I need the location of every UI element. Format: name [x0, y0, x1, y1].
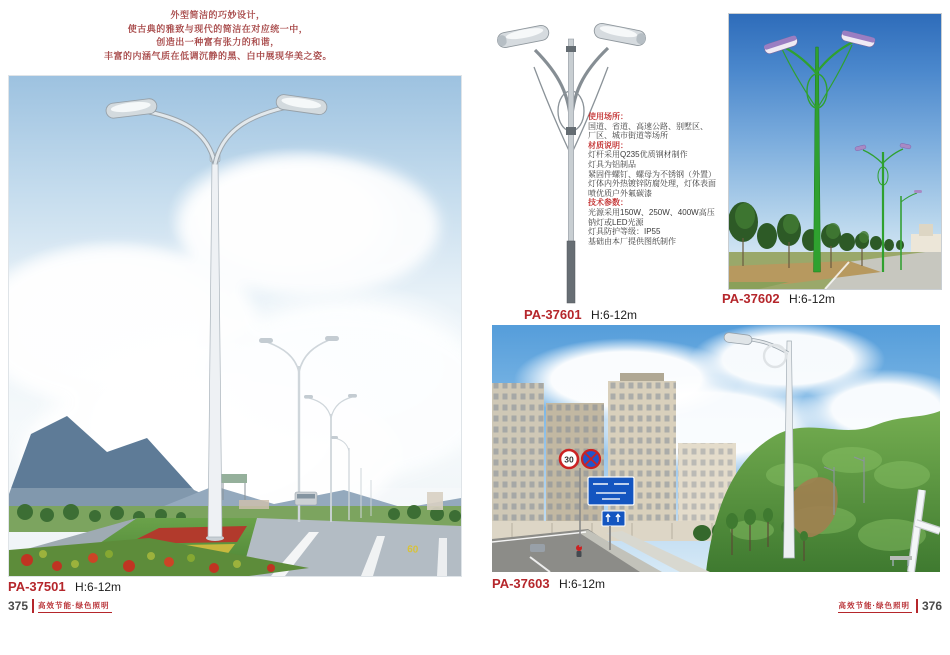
spec-line: 光源采用150W、250W、400W高压 — [588, 207, 715, 217]
product-code: PA-37601 — [524, 307, 582, 322]
photo-city-scene — [492, 325, 940, 572]
city-scene-illustration — [492, 325, 940, 572]
green-lamps-illustration — [729, 14, 941, 289]
spec-line: 灯具为铝制品 — [588, 159, 636, 169]
page-number-left: 375 — [8, 599, 29, 613]
spec-line: 灯体内外热镀锌防腐处理，灯体表面 — [588, 179, 716, 189]
page-number-right: 376 — [921, 599, 942, 613]
intro-line: 使古典的雅致与现代的简洁在对应统一中， — [127, 23, 309, 34]
product-height: H:6-12m — [559, 577, 606, 591]
intro-line: 外型简洁的巧妙设计， — [170, 10, 266, 20]
photo-green-lamps-scene — [728, 13, 942, 290]
footer-left — [8, 599, 112, 613]
footer-right — [838, 599, 942, 613]
spec-line: 灯具防护等级：IP55 — [588, 227, 661, 237]
spec-text-block — [588, 112, 718, 246]
product-label-pa37601 — [524, 306, 637, 324]
svg-text:60: 60 — [406, 544, 419, 556]
spec-tech-title: 技术参数： — [588, 198, 628, 208]
intro-line: 丰富的内涵气质在低调沉静的黑、白中展现华美之姿。 — [103, 50, 332, 61]
product-height: H:6-12m — [789, 292, 836, 306]
footer-slogan: 高效节能·绿色照明 — [838, 599, 912, 613]
spec-material-title: 材质说明： — [588, 140, 628, 150]
product-code: PA-37603 — [492, 576, 550, 591]
spec-line: 钠灯或LED光源 — [588, 217, 644, 227]
spec-line: 厂区、城市街道等场所 — [588, 131, 668, 141]
spec-line: 基础由本厂提供图纸制作 — [588, 236, 676, 246]
photo-highway-scene — [8, 75, 462, 577]
spec-line: 喷优质户外氟碳漆 — [588, 188, 652, 198]
intro-text — [28, 9, 408, 63]
product-height: H:6-12m — [591, 308, 638, 322]
highway-scene-illustration — [9, 76, 461, 576]
product-code: PA-37501 — [8, 579, 66, 594]
product-code: PA-37602 — [722, 291, 780, 306]
svg-text:30: 30 — [564, 454, 574, 465]
footer-divider — [32, 599, 34, 613]
product-label-pa37602 — [722, 290, 835, 308]
footer-slogan: 高效节能·绿色照明 — [38, 599, 112, 613]
spec-line: 紧固件螺钉、螺母为不锈钢（外置） — [588, 169, 716, 179]
product-label-pa37501 — [8, 578, 121, 596]
product-height: H:6-12m — [75, 580, 122, 594]
intro-line: 创造出一种富有张力的和谐， — [156, 37, 280, 47]
spec-line: 灯杆采用Q235优质钢材制作 — [588, 150, 688, 160]
spec-line: 国道、省道、高速公路、别墅区、 — [588, 121, 708, 131]
footer-divider — [916, 599, 918, 613]
spec-usage-title: 使用场所： — [588, 112, 628, 121]
product-label-pa37603 — [492, 575, 605, 593]
